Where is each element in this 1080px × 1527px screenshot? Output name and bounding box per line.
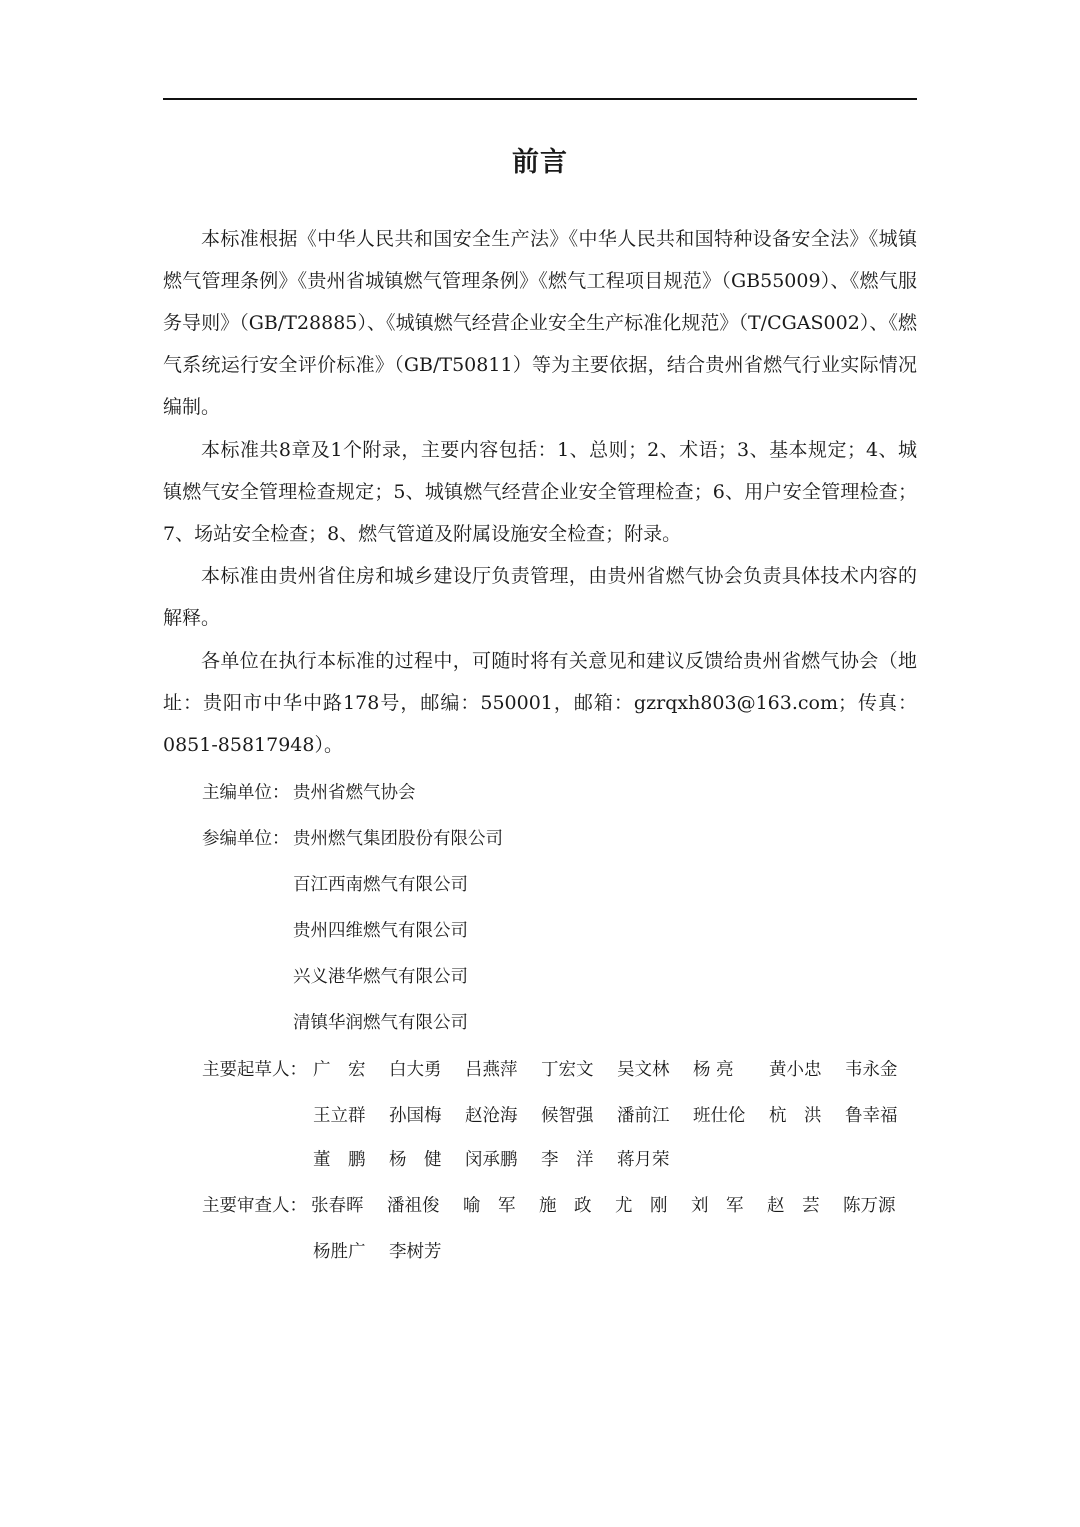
reviewer-name: 施 政 xyxy=(539,1196,592,1216)
drafter-name: 白大勇 xyxy=(389,1060,442,1080)
reviewers-names xyxy=(311,1194,919,1218)
drafter-name: 候智强 xyxy=(541,1106,594,1126)
reviewer-name: 张春晖 xyxy=(311,1196,364,1216)
drafter-name: 韦永金 xyxy=(845,1060,898,1080)
reviewer-name: 尤 刚 xyxy=(615,1196,668,1216)
reviewer-name: 潘祖俊 xyxy=(387,1196,440,1216)
drafter-name: 潘前江 xyxy=(617,1106,670,1126)
participant-org: 百江西南燃气有限公司 xyxy=(293,875,468,895)
drafters-names xyxy=(313,1148,693,1172)
participants-label: 参编单位： xyxy=(202,829,290,849)
participant-org: 贵州四维燃气有限公司 xyxy=(293,921,468,941)
paragraph-contents: 本标准共8章及1个附录，主要内容包括：1、总则；2、术语；3、基本规定；4、城镇燃气安全管理检查规定；5、城镇燃气经营企业安全管理检查；6、用户安全管理检查；7、场站安全检查；8、燃气管道及附属设施安全检查；附录。 xyxy=(163,439,917,545)
drafter-name: 董 鹏 xyxy=(313,1150,366,1170)
reviewer-name: 李树芳 xyxy=(389,1242,442,1262)
drafter-name: 杭 洪 xyxy=(769,1106,822,1126)
drafter-name: 广 宏 xyxy=(313,1060,366,1080)
drafter-name: 李 洋 xyxy=(541,1150,594,1170)
drafter-name: 鲁幸福 xyxy=(845,1106,898,1126)
reviewers-names xyxy=(313,1240,465,1264)
participant-org: 清镇华润燃气有限公司 xyxy=(293,1013,468,1033)
drafters-names xyxy=(313,1058,921,1082)
drafter-name: 杨 健 xyxy=(389,1150,442,1170)
participant-org: 贵州燃气集团股份有限公司 xyxy=(293,829,503,849)
drafter-name: 班仕伦 xyxy=(693,1106,746,1126)
reviewer-name: 杨胜广 xyxy=(313,1242,366,1262)
page-title: 前言 xyxy=(512,147,568,178)
participant-org: 兴义港华燃气有限公司 xyxy=(293,967,468,987)
chief-editor-label: 主编单位： xyxy=(202,783,290,803)
drafters-names xyxy=(313,1104,921,1128)
paragraph-basis: 本标准根据《中华人民共和国安全生产法》《中华人民共和国特种设备安全法》《城镇燃气管理条例》《贵州省城镇燃气管理条例》《燃气工程项目规范》（GB55009）、《燃气服务导则》（GB/T28885）、《城镇燃气经营企业安全生产标准化规范》（T/CGAS002）、《燃气系统运行安全评价标准》（GB/T50811）等为主要依据，结合贵州省燃气行业实际情况编制。 xyxy=(163,228,917,418)
drafter-name: 吴文林 xyxy=(617,1060,670,1080)
drafter-name: 孙国梅 xyxy=(389,1106,442,1126)
reviewer-name: 刘 军 xyxy=(691,1196,744,1216)
drafter-name: 吕燕萍 xyxy=(465,1060,518,1080)
chief-editor-value: 贵州省燃气协会 xyxy=(293,783,416,803)
reviewer-name: 赵 芸 xyxy=(767,1196,820,1216)
drafter-name: 闵承鹏 xyxy=(465,1150,518,1170)
drafter-name: 杨 亮 xyxy=(693,1060,734,1080)
reviewers-label: 主要审查人： xyxy=(202,1196,307,1216)
drafter-name: 赵沧海 xyxy=(465,1106,518,1126)
header-rule xyxy=(163,98,917,100)
reviewer-name: 陈万源 xyxy=(843,1196,896,1216)
reviewer-name: 喻 军 xyxy=(463,1196,516,1216)
drafter-name: 黄小忠 xyxy=(769,1060,822,1080)
drafter-name: 丁宏文 xyxy=(541,1060,594,1080)
drafters-label: 主要起草人： xyxy=(202,1060,307,1080)
drafter-name: 蒋月荣 xyxy=(617,1150,670,1170)
paragraph-management: 本标准由贵州省住房和城乡建设厅负责管理，由贵州省燃气协会负责具体技术内容的解释。 xyxy=(163,565,917,629)
paragraph-feedback: 各单位在执行本标准的过程中，可随时将有关意见和建议反馈给贵州省燃气协会（地址：贵阳市中华中路178号，邮编：550001，邮箱：gzrqxh803@163.com；传真：0851-85817948）。 xyxy=(163,650,917,756)
drafter-name: 王立群 xyxy=(313,1106,366,1126)
